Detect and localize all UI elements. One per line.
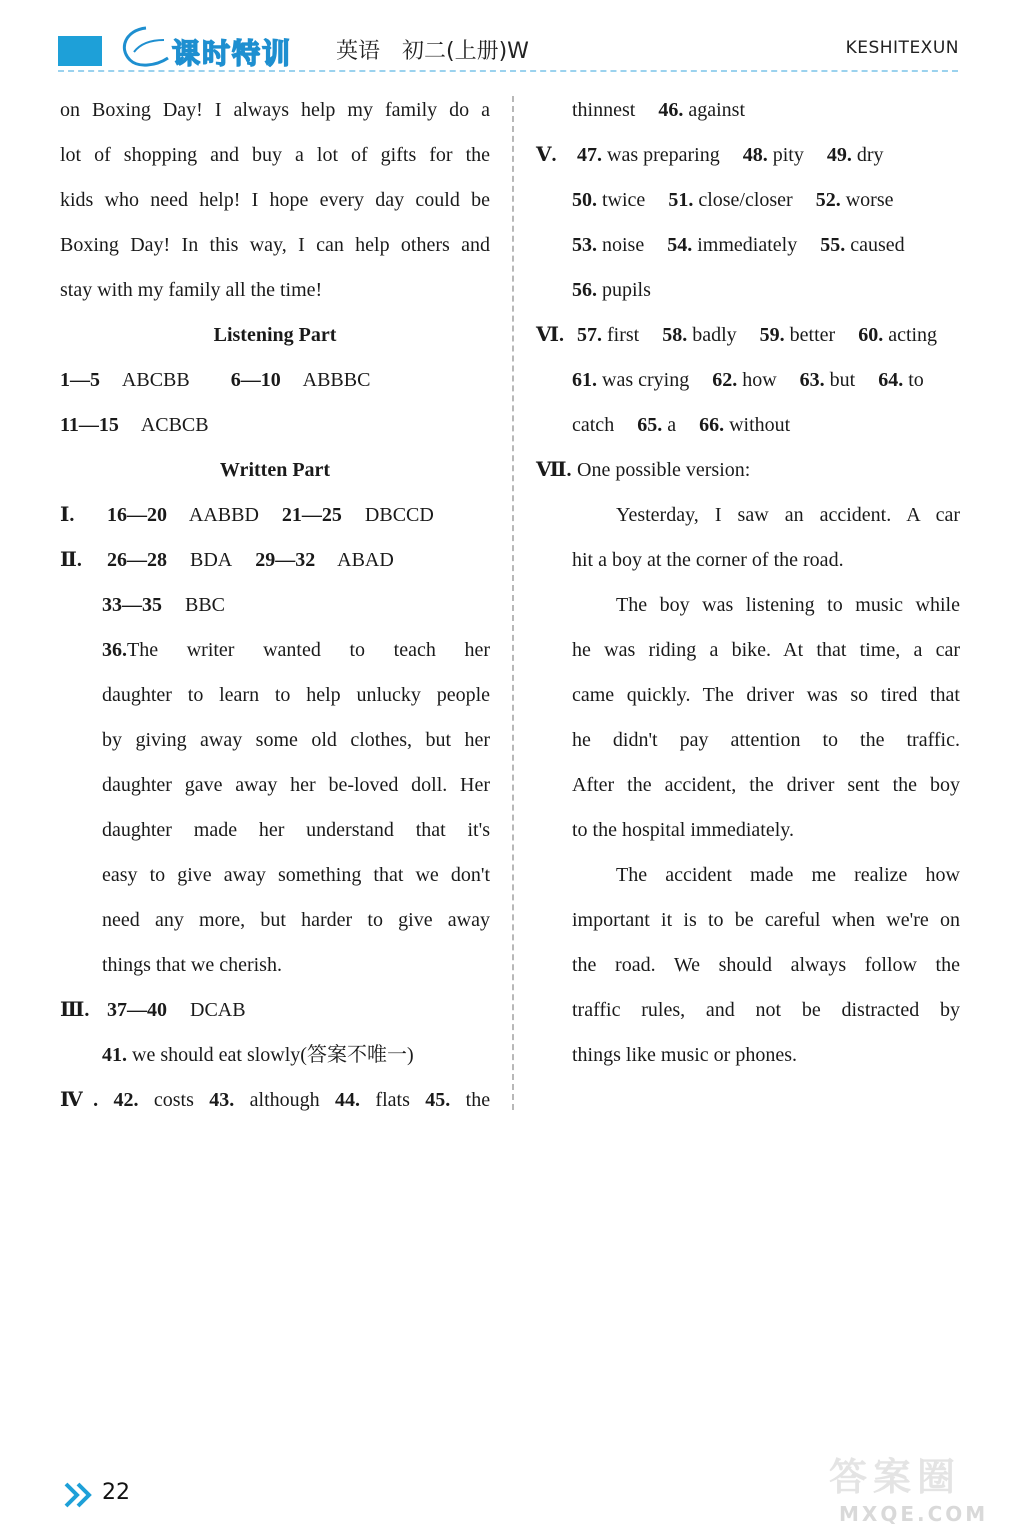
question-range: 16—20 xyxy=(107,504,167,526)
question-number: 45. xyxy=(425,1089,451,1111)
answer: DCAB xyxy=(190,999,246,1021)
answer: catch xyxy=(572,414,615,436)
answer: dry xyxy=(856,144,884,166)
q41-text: we should eat slowly(答案不唯一) xyxy=(132,1044,414,1066)
header-brand: KESHITEXUN xyxy=(845,38,959,58)
header-divider xyxy=(58,70,958,72)
question-range: 33—35 xyxy=(102,594,162,616)
answer: twice xyxy=(602,189,646,211)
answer: acting xyxy=(888,324,938,346)
answer: BDA xyxy=(190,549,233,571)
section-intro: One possible version: xyxy=(577,459,751,481)
essay-line: he was riding a bike. At that time, a car xyxy=(572,639,960,661)
header-color-block xyxy=(58,36,102,66)
question-number: 48. xyxy=(742,144,768,166)
essay-line: The boy was listening to music while xyxy=(616,594,960,616)
section-2 xyxy=(60,538,490,583)
question-number: 49. xyxy=(826,144,852,166)
answer-row xyxy=(60,403,490,448)
answer: ABCBB xyxy=(121,369,190,391)
answer: pity xyxy=(772,144,804,166)
essay-line: important it is to be careful when we're on xyxy=(572,909,960,931)
logo-text: 课时特训 xyxy=(172,37,293,70)
essay-line: hit a boy at the corner of the road. xyxy=(572,549,844,571)
question-number: 63. xyxy=(799,369,825,391)
section-label: Ⅱ. xyxy=(60,549,82,571)
answer: AABBD xyxy=(188,504,259,526)
answer: although xyxy=(249,1089,320,1111)
answer: badly xyxy=(692,324,737,346)
essay-line: to the hospital immediately. xyxy=(572,819,794,841)
answer-row xyxy=(536,358,960,403)
answer: caused xyxy=(850,234,905,256)
answer: but xyxy=(829,369,856,391)
essay-line: came quickly. The driver was so tired that xyxy=(572,684,960,706)
question-number: 56. xyxy=(572,279,597,301)
essay-line: he didn't pay attention to the traffic. xyxy=(572,729,960,751)
question-range: 1—5 xyxy=(60,369,100,391)
q36-line: daughter made her understand that it's xyxy=(102,819,490,841)
text-line: kids who need help! I hope every day could be xyxy=(60,189,490,211)
section-1 xyxy=(60,493,490,538)
answer: a xyxy=(667,414,677,436)
text-line: Boxing Day! In this way, I can help others and xyxy=(60,234,490,256)
double-chevron-icon xyxy=(64,1482,94,1508)
answer: DBCCD xyxy=(364,504,434,526)
question-number: 55. xyxy=(820,234,846,256)
q36-line: need any more, but harder to give away xyxy=(102,909,490,931)
text-line: stay with my family all the time! xyxy=(60,279,323,301)
answer: thinnest xyxy=(572,99,636,121)
question-number: 58. xyxy=(662,324,688,346)
question-number: 64. xyxy=(878,369,904,391)
answer: worse xyxy=(845,189,894,211)
question-number: 47. xyxy=(577,144,602,166)
answer-row xyxy=(536,88,960,133)
answer: was preparing xyxy=(607,144,720,166)
question-number: 54. xyxy=(667,234,693,256)
answer-row xyxy=(536,403,960,448)
question-number: 53. xyxy=(572,234,597,256)
q36-line: by giving away some old clothes, but her xyxy=(102,729,490,751)
answer: immediately xyxy=(697,234,798,256)
text-line: lot of shopping and buy a lot of gifts for the xyxy=(60,144,490,166)
column-divider xyxy=(512,96,514,1110)
question-number: 51. xyxy=(668,189,694,211)
question-range: 26—28 xyxy=(107,549,167,571)
question-range: 11—15 xyxy=(60,414,119,436)
written-title: Written Part xyxy=(219,459,331,481)
swoosh-icon xyxy=(116,22,176,70)
section-3 xyxy=(60,988,490,1033)
question-number: 36. xyxy=(102,639,127,661)
answer: BBC xyxy=(185,594,226,616)
section-label: Ⅵ. xyxy=(536,324,564,346)
answer: first xyxy=(607,324,640,346)
text-line: on Boxing Day! I always help my family do a xyxy=(60,99,490,121)
question-number: 52. xyxy=(815,189,841,211)
watermark-text: 答案圈 xyxy=(829,1455,962,1499)
section-5 xyxy=(536,133,960,178)
answer: was crying xyxy=(602,369,690,391)
q36-line: daughter to learn to help unlucky people xyxy=(102,684,490,706)
question-number: 60. xyxy=(858,324,884,346)
q41-line xyxy=(60,1033,490,1078)
question-range: 29—32 xyxy=(255,549,316,571)
q36-text: The writer wanted to teach her xyxy=(127,639,490,661)
question-number: 46. xyxy=(658,99,684,121)
answer: without xyxy=(729,414,791,436)
header-subject: 英语 初二(上册)W xyxy=(336,39,529,64)
answer: pupils xyxy=(602,279,651,301)
essay-line: things like music or phones. xyxy=(572,1044,797,1066)
answer: ABBBC xyxy=(302,369,371,391)
question-number: 44. xyxy=(335,1089,361,1111)
q36-line: easy to give away something that we don't xyxy=(102,864,490,886)
essay-line: The accident made me realize how xyxy=(616,864,960,886)
section-label: Ⅲ. xyxy=(60,999,90,1021)
watermark-url: MXQE.COM xyxy=(839,1502,989,1526)
question-number: 57. xyxy=(577,324,602,346)
question-number: 50. xyxy=(572,189,597,211)
page-number: 22 xyxy=(102,1480,130,1505)
question-number: 61. xyxy=(572,369,597,391)
q36-line xyxy=(60,628,490,673)
watermark xyxy=(829,1446,1009,1532)
section-label: Ⅶ. xyxy=(536,459,572,481)
question-number: 41. xyxy=(102,1044,127,1066)
answer: to xyxy=(908,369,924,391)
essay-line: traffic rules, and not be distracted by xyxy=(572,999,960,1021)
q36-line: daughter gave away her be-loved doll. Her xyxy=(102,774,490,796)
question-number: 59. xyxy=(759,324,785,346)
answer-row xyxy=(536,178,960,223)
answer: costs xyxy=(153,1089,194,1111)
q36-line: things that we cherish. xyxy=(102,954,282,976)
answer-row xyxy=(536,268,960,313)
answer: ACBCB xyxy=(140,414,209,436)
answer-row xyxy=(536,223,960,268)
section-label: Ⅰ. xyxy=(60,504,75,526)
section-label: Ⅳ. xyxy=(60,1089,99,1111)
answer: the xyxy=(465,1089,491,1111)
answer: close/closer xyxy=(698,189,793,211)
question-number: 62. xyxy=(712,369,738,391)
question-range: 6—10 xyxy=(230,369,281,391)
question-number: 43. xyxy=(209,1089,235,1111)
left-column xyxy=(60,88,490,1123)
listening-title: Listening Part xyxy=(213,324,337,346)
section-7 xyxy=(536,448,960,493)
answer: against xyxy=(688,99,745,121)
right-column xyxy=(536,88,960,1078)
answer: flats xyxy=(375,1089,410,1111)
section-6 xyxy=(536,313,960,358)
answer: ABAD xyxy=(337,549,394,571)
answer-row xyxy=(60,583,490,628)
question-range: 21—25 xyxy=(281,504,342,526)
page-header xyxy=(0,0,1029,80)
answer: noise xyxy=(602,234,645,256)
answer-row xyxy=(60,358,490,403)
essay-line: After the accident, the driver sent the boy xyxy=(572,774,960,796)
section-4 xyxy=(60,1078,490,1123)
essay-line: Yesterday, I saw an accident. A car xyxy=(616,504,960,526)
series-logo xyxy=(116,22,316,70)
essay-line: the road. We should always follow the xyxy=(572,954,960,976)
section-label: Ⅴ. xyxy=(536,144,557,166)
question-number: 66. xyxy=(699,414,725,436)
question-number: 65. xyxy=(637,414,663,436)
question-number: 42. xyxy=(113,1089,139,1111)
question-range: 37—40 xyxy=(107,999,167,1021)
answer: better xyxy=(789,324,836,346)
answer: how xyxy=(742,369,777,391)
